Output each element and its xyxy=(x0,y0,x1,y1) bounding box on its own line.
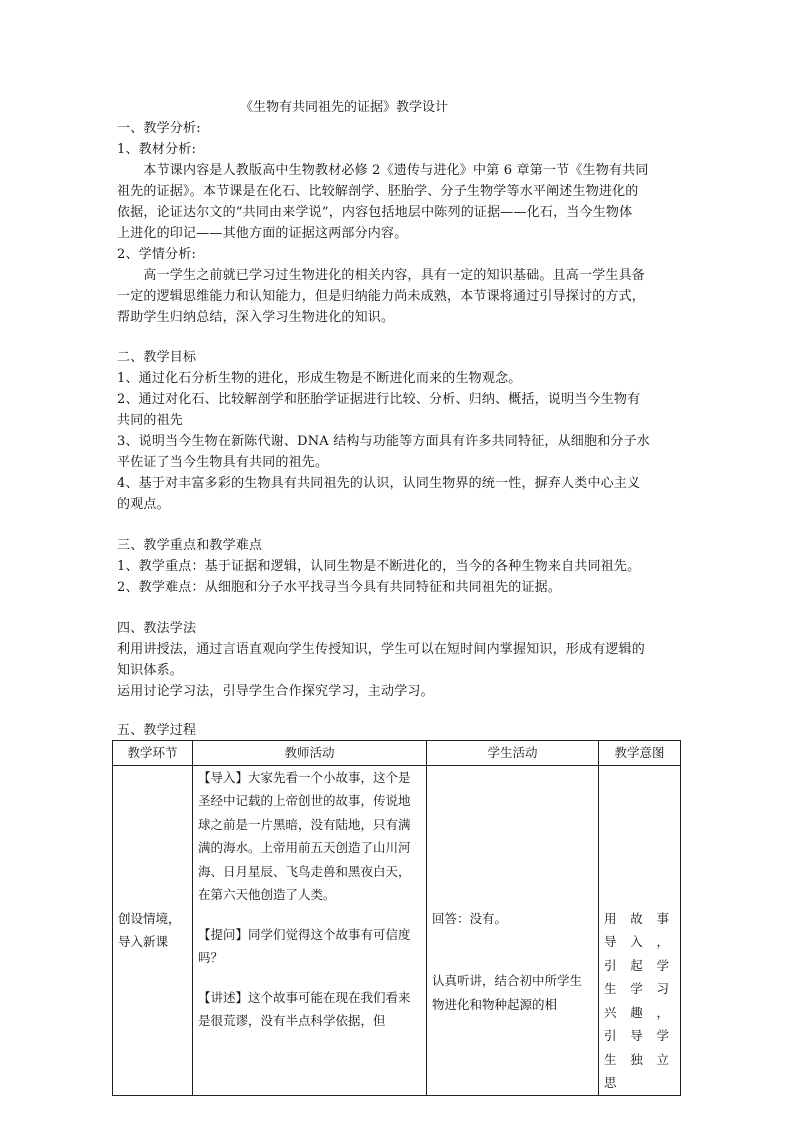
subheading-textbook-analysis: 1、教材分析: xyxy=(117,142,197,157)
student-listen-text: 认真听讲，结合初中所学生物进化和物种起源的相 xyxy=(432,973,583,1012)
student-answer-text: 回答：没有。 xyxy=(432,910,508,926)
teaching-process-table xyxy=(112,740,681,1096)
section-heading-objectives: 二、教学目标 xyxy=(117,350,197,365)
objective-line: 2、通过对化石、比较解剖学和胚胎学证据进行比较、分析、归纳、概括，说明当今生物有 xyxy=(117,392,641,407)
header-teacher-activity: 教师活动 xyxy=(193,741,427,766)
stage-cell xyxy=(113,765,193,1095)
document-title: 《生物有共同祖先的证据》教学设计 xyxy=(240,100,449,115)
table-row xyxy=(113,765,681,1095)
teacher-import-text: 【导入】大家先看一个小故事，这个是圣经中记载的上帝创世的故事，传说地球之前是一片黑暗，没有陆地，只有满满的海水。上帝用前五天创造了山川河海、日月星辰、飞鸟走兽和黑夜白天，在第六天他创造了人类。 xyxy=(198,769,411,902)
section-heading-key-points: 三、教学重点和教学难点 xyxy=(117,538,263,553)
objective-line: 4、基于对丰富多彩的生物具有共同祖先的认识，认同生物界的统一性，摒弃人类中心主义 xyxy=(117,476,641,491)
paragraph-line: 一定的逻辑思维能力和认知能力，但是归纳能力尚未成熟，本节课将通过引导探讨的方式， xyxy=(117,289,646,304)
paragraph-line: 上进化的印记——其他方面的证据这两部分内容。 xyxy=(117,226,408,241)
methods-line: 运用讨论学习法，引导学生合作探究学习，主动学习。 xyxy=(117,684,434,699)
methods-line: 利用讲授法，通过言语直观向学生传授知识，学生可以在短时间内掌握知识，形成有逻辑的 xyxy=(117,642,646,657)
objective-line: 平佐证了当今生物具有共同的祖先。 xyxy=(117,455,329,470)
subheading-student-analysis: 2、学情分析: xyxy=(117,247,197,262)
intent-text: 用故事导入，引起学生学习兴趣，引导学生独立思 xyxy=(604,910,675,1090)
teacher-question-text: 【提问】同学们觉得这个故事有可信度吗？ xyxy=(198,926,411,965)
paragraph-line: 祖先的证据》。本节课是在化石、比较解剖学、胚胎学、分子生物学等水平阐述生物进化的 xyxy=(117,184,639,199)
table-header-row xyxy=(113,741,681,766)
section-heading-methods: 四、教法学法 xyxy=(117,621,197,636)
objective-line: 1、通过化石分析生物的进化，形成生物是不断进化而来的生物观念。 xyxy=(117,371,522,386)
student-activity-cell xyxy=(427,765,599,1095)
paragraph-line: 本节课内容是人教版高中生物教材必修 2《遗传与进化》中第 6 章第一节《生物有共同 xyxy=(117,163,649,178)
section-heading-process: 五、教学过程 xyxy=(117,723,197,738)
teacher-activity-cell xyxy=(193,765,427,1095)
paragraph-line: 依据，论证达尔文的“共同由来学说”，内容包括地层中陈列的证据——化石，当今生物体 xyxy=(117,205,633,220)
difficulty-line: 2、教学难点：从细胞和分子水平找寻当今具有共同特征和共同祖先的证据。 xyxy=(117,580,562,595)
objective-line: 3、说明当今生物在新陈代谢、DNA 结构与功能等方面具有许多共同特征，从细胞和分子水 xyxy=(117,434,650,449)
methods-line: 知识体系。 xyxy=(117,663,184,678)
header-student-activity: 学生活动 xyxy=(427,741,599,766)
stage-text: 创设情境，导入新课 xyxy=(118,910,181,949)
header-stage: 教学环节 xyxy=(113,741,193,766)
objective-line: 共同的祖先 xyxy=(117,413,184,428)
header-intent: 教学意图 xyxy=(599,741,681,766)
key-point-line: 1、教学重点：基于证据和逻辑，认同生物是不断进化的，当今的各种生物来自共同祖先。 xyxy=(117,559,641,574)
intent-cell xyxy=(599,765,681,1095)
objective-line: 的观点。 xyxy=(117,497,170,512)
paragraph-line: 高一学生之前就已学习过生物进化的相关内容，具有一定的知识基础。且高一学生具备 xyxy=(117,268,646,283)
paragraph-line: 帮助学生归纳总结，深入学习生物进化的知识。 xyxy=(117,310,395,325)
teacher-narration-text: 【讲述】这个故事可能在现在我们看来是很荒谬，没有半点科学依据，但 xyxy=(198,989,411,1028)
section-heading-analysis: 一、教学分析: xyxy=(117,121,201,136)
